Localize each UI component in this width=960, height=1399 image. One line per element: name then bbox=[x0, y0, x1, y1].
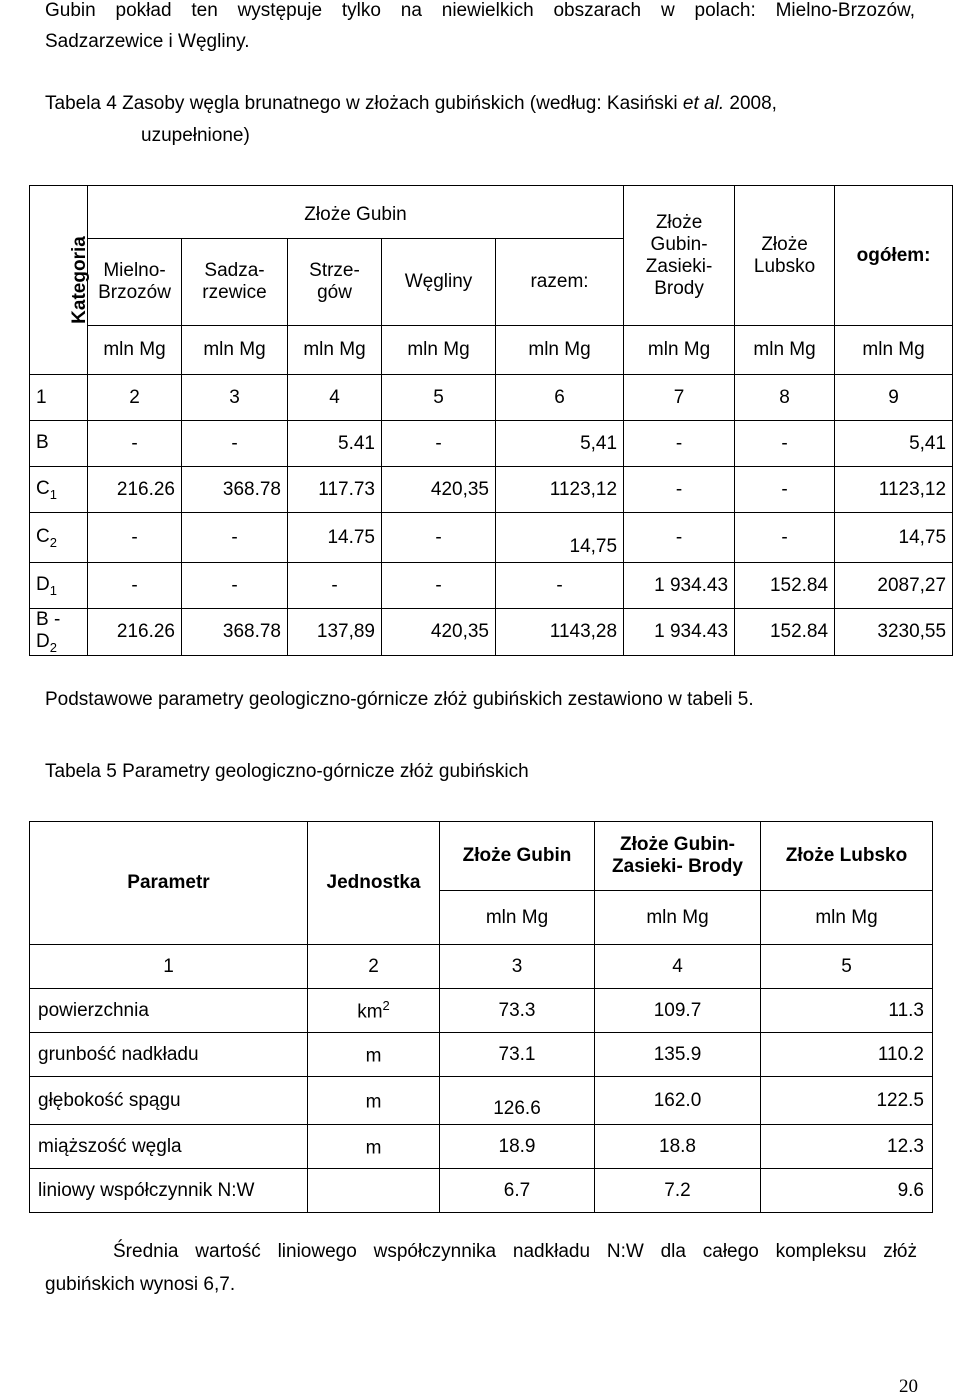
header-lubsko: Złoże Lubsko bbox=[735, 186, 835, 326]
param-unit: $km^2$ bbox=[308, 989, 440, 1033]
table-cell: 5.41 bbox=[288, 421, 382, 467]
intro-line-2: Sadzarzewice i Węgliny. bbox=[45, 31, 250, 52]
unit-cell: mln Mg bbox=[735, 326, 835, 375]
column-number: 4 bbox=[288, 375, 382, 421]
column-number: 9 bbox=[835, 375, 953, 421]
row-category: $C_2$ bbox=[30, 513, 88, 563]
table-cell: - bbox=[88, 563, 182, 609]
column-numbers-row bbox=[30, 945, 933, 989]
closing-paragraph-line-1: Średnia wartość liniowego współczynnika nadkładu N:W dla całego kompleksu złóż bbox=[113, 1241, 917, 1262]
table-cell: 12.3 bbox=[761, 1125, 933, 1169]
table-cell: 137,89 bbox=[288, 609, 382, 656]
table-cell: - bbox=[735, 421, 835, 467]
table-cell: 14,75 bbox=[496, 513, 624, 563]
column-number: 3 bbox=[440, 945, 595, 989]
table-cell: - bbox=[496, 563, 624, 609]
table-cell: 11.3 bbox=[761, 989, 933, 1033]
unit-cell: mln Mg bbox=[440, 891, 595, 945]
param-unit: m bbox=[308, 1077, 440, 1125]
header-kategoria: Kategoria bbox=[30, 186, 88, 375]
header-strzegow: Strze-gów bbox=[288, 239, 382, 326]
table-cell: - bbox=[624, 467, 735, 513]
header-gubin-zasieki-brody: Złoże Gubin-Zasieki- Brody bbox=[595, 822, 761, 891]
unit-cell: mln Mg bbox=[624, 326, 735, 375]
table-cell: - bbox=[182, 421, 288, 467]
table-cell: 5,41 bbox=[835, 421, 953, 467]
header-parametr: Parametr bbox=[30, 822, 308, 945]
table-cell: - bbox=[624, 513, 735, 563]
column-number: 6 bbox=[496, 375, 624, 421]
table-cell: 73.1 bbox=[440, 1033, 595, 1077]
unit-cell: mln Mg bbox=[835, 326, 953, 375]
table-4-coal-resources bbox=[29, 185, 953, 656]
column-number: 8 bbox=[735, 375, 835, 421]
table-cell: - bbox=[382, 421, 496, 467]
table-cell: - bbox=[735, 513, 835, 563]
table-row bbox=[30, 467, 953, 513]
column-number: 7 bbox=[624, 375, 735, 421]
table-cell: 110.2 bbox=[761, 1033, 933, 1077]
header-wegliny: Węgliny bbox=[382, 239, 496, 326]
table-cell: 14,75 bbox=[835, 513, 953, 563]
table-cell: 117.73 bbox=[288, 467, 382, 513]
table-row bbox=[30, 421, 953, 467]
table-cell: - bbox=[182, 513, 288, 563]
unit-cell: mln Mg bbox=[182, 326, 288, 375]
table-cell: 14.75 bbox=[288, 513, 382, 563]
header-razem: razem: bbox=[496, 239, 624, 326]
table-cell: 9.6 bbox=[761, 1169, 933, 1213]
table-cell: 216.26 bbox=[88, 467, 182, 513]
header-sadzarzewice: Sadza-rzewice bbox=[182, 239, 288, 326]
column-number: 1 bbox=[30, 375, 88, 421]
intro-line-1: Gubin pokład ten występuje tylko na niewielkich obszarach w polach: Mielno-Brzozów, bbox=[45, 0, 915, 21]
table-cell: - bbox=[88, 513, 182, 563]
header-ogolem: ogółem: bbox=[835, 186, 953, 326]
column-number: 5 bbox=[382, 375, 496, 421]
table-row bbox=[30, 1077, 933, 1125]
table-cell: 6.7 bbox=[440, 1169, 595, 1213]
row-category: B bbox=[30, 421, 88, 467]
param-name: grunbość nadkładu bbox=[30, 1033, 308, 1077]
header-mielno-brzozow: Mielno-Brzozów bbox=[88, 239, 182, 326]
table-cell: - bbox=[382, 513, 496, 563]
param-unit: m bbox=[308, 1125, 440, 1169]
column-number: 4 bbox=[595, 945, 761, 989]
table-cell: 126.6 bbox=[440, 1077, 595, 1125]
table-row bbox=[30, 1125, 933, 1169]
unit-cell: mln Mg bbox=[496, 326, 624, 375]
paragraph-intro-table5: Podstawowe parametry geologiczno-górnicze złóż gubińskich zestawiono w tabeli 5. bbox=[45, 689, 754, 710]
param-name: powierzchnia bbox=[30, 989, 308, 1033]
unit-cell: mln Mg bbox=[288, 326, 382, 375]
header-gubin: Złoże Gubin bbox=[440, 822, 595, 891]
table-cell: 3230,55 bbox=[835, 609, 953, 656]
column-number: 2 bbox=[88, 375, 182, 421]
table-cell: 2087,27 bbox=[835, 563, 953, 609]
column-number: 1 bbox=[30, 945, 308, 989]
table-5-geological-parameters bbox=[29, 821, 933, 1213]
param-unit bbox=[308, 1169, 440, 1213]
table4-caption-cont: uzupełnione) bbox=[141, 125, 250, 146]
table-row bbox=[30, 1169, 933, 1213]
column-number: 5 bbox=[761, 945, 933, 989]
table-cell: 152.84 bbox=[735, 609, 835, 656]
table-cell: 1123,12 bbox=[496, 467, 624, 513]
table-cell: 73.3 bbox=[440, 989, 595, 1033]
unit-cell: mln Mg bbox=[382, 326, 496, 375]
unit-cell: mln Mg bbox=[595, 891, 761, 945]
column-number: 2 bbox=[308, 945, 440, 989]
param-name: miąższość węgla bbox=[30, 1125, 308, 1169]
table-row bbox=[30, 609, 953, 656]
table-row bbox=[30, 989, 933, 1033]
table-cell: 162.0 bbox=[595, 1077, 761, 1125]
header-lubsko: Złoże Lubsko bbox=[761, 822, 933, 891]
table-cell: 420,35 bbox=[382, 467, 496, 513]
column-number: 3 bbox=[182, 375, 288, 421]
table-cell: 152.84 bbox=[735, 563, 835, 609]
param-unit: m bbox=[308, 1033, 440, 1077]
table4-caption: Tabela 4 Zasoby węgla brunatnego w złożach gubińskich (według: Kasiński et al. 2008, bbox=[45, 93, 777, 114]
table-cell: 7.2 bbox=[595, 1169, 761, 1213]
unit-cell: mln Mg bbox=[761, 891, 933, 945]
param-name: liniowy współczynnik N:W bbox=[30, 1169, 308, 1213]
table-cell: - bbox=[88, 421, 182, 467]
closing-paragraph-line-2: gubińskich wynosi 6,7. bbox=[45, 1274, 236, 1295]
table-cell: 135.9 bbox=[595, 1033, 761, 1077]
unit-cell: mln Mg bbox=[88, 326, 182, 375]
table-cell: - bbox=[735, 467, 835, 513]
table-cell: 18.9 bbox=[440, 1125, 595, 1169]
table-cell: 420,35 bbox=[382, 609, 496, 656]
table-cell: - bbox=[382, 563, 496, 609]
table-cell: 1 934.43 bbox=[624, 563, 735, 609]
row-category: $D_1$ bbox=[30, 563, 88, 609]
table-cell: - bbox=[182, 563, 288, 609]
table-cell: - bbox=[288, 563, 382, 609]
table-cell: 216.26 bbox=[88, 609, 182, 656]
table-cell: 18.8 bbox=[595, 1125, 761, 1169]
table-row bbox=[30, 563, 953, 609]
header-zloze-gubin: Złoże Gubin bbox=[88, 186, 624, 239]
table-cell: 1123,12 bbox=[835, 467, 953, 513]
table-cell: 1 934.43 bbox=[624, 609, 735, 656]
row-category: $C_1$ bbox=[30, 467, 88, 513]
table-cell: - bbox=[624, 421, 735, 467]
header-gubin-zasieki-brody: Złoże Gubin-Zasieki-Brody bbox=[624, 186, 735, 326]
table-cell: 368.78 bbox=[182, 609, 288, 656]
table-row bbox=[30, 513, 953, 563]
param-name: głębokość spągu bbox=[30, 1077, 308, 1125]
table-row bbox=[30, 1033, 933, 1077]
page-number: 20 bbox=[899, 1376, 918, 1397]
header-jednostka: Jednostka bbox=[308, 822, 440, 945]
table-cell: 5,41 bbox=[496, 421, 624, 467]
table-cell: 368.78 bbox=[182, 467, 288, 513]
table-cell: 1143,28 bbox=[496, 609, 624, 656]
table-cell: 122.5 bbox=[761, 1077, 933, 1125]
table-cell: 109.7 bbox=[595, 989, 761, 1033]
row-category: B $-D_2$ bbox=[30, 609, 88, 656]
column-numbers-row bbox=[30, 375, 953, 421]
table5-caption: Tabela 5 Parametry geologiczno-górnicze złóż gubińskich bbox=[45, 761, 529, 782]
